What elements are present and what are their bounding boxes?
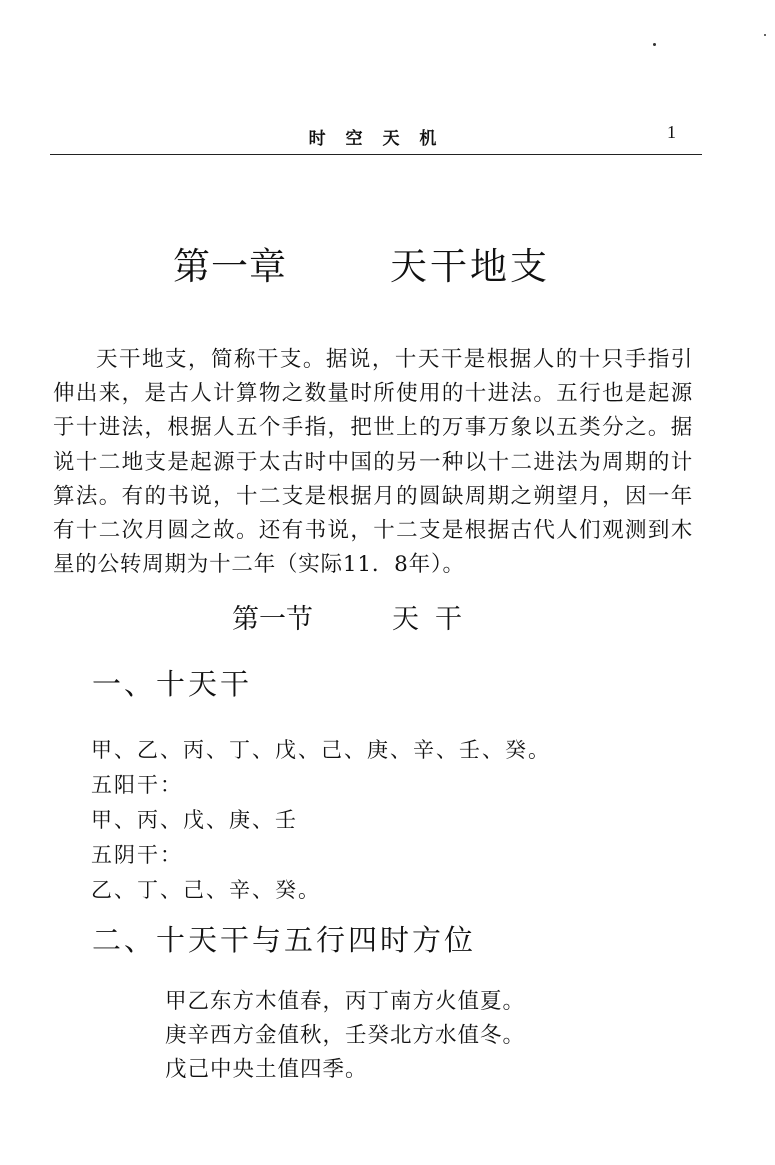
stem-line: 甲、乙、丙、丁、戊、己、庚、辛、壬、癸。 xyxy=(91,738,551,762)
stem-list xyxy=(91,733,551,908)
stem-line: 五阴干： xyxy=(91,843,183,867)
section-number: 第一节 xyxy=(232,604,313,635)
verse-block xyxy=(165,985,525,1087)
verse-line: 甲乙东方木值春，丙丁南方火值夏。 xyxy=(165,989,526,1014)
running-title: 时 空 天 机 xyxy=(308,129,444,149)
chapter-number: 第一章 xyxy=(173,245,287,288)
stem-line: 五阳干： xyxy=(91,773,183,797)
scan-speck xyxy=(764,34,766,36)
section-title: 天干 xyxy=(392,604,478,635)
stem-line: 甲、丙、戊、庚、壬 xyxy=(91,808,298,832)
intro-paragraph: 天干地支，简称干支。据说，十天干是根据人的十只手指引伸出来，是古人计算物之数量时所使用的十进法。五行也是起源于十进法，根据人五个手指，把世上的万事万象以五类分之。据说十二地支是起源于太古时中国的另一种以十二进法为周期的计算法。有的书说，十二支是根据月的圆缺周期之朔望月，因一年有十二次月圆之故。还有书说，十二支是根据古代人们观测到木星的公转周期为十二年（实际11．8年）。 xyxy=(53,347,693,578)
chapter-title: 天干地支 xyxy=(390,245,550,288)
running-header xyxy=(50,118,702,155)
stem-line: 乙、丁、己、辛、癸。 xyxy=(91,878,321,902)
subsection-heading-five-elements: 二、十天干与五行四时方位 xyxy=(92,923,477,957)
page-number: 1 xyxy=(667,122,676,142)
subsection-heading-ten-stems: 一、十天干 xyxy=(92,667,253,701)
scan-speck xyxy=(653,43,656,46)
verse-line: 戊己中央土值四季。 xyxy=(165,1057,368,1082)
verse-line: 庚辛西方金值秋，壬癸北方水值冬。 xyxy=(165,1023,526,1048)
